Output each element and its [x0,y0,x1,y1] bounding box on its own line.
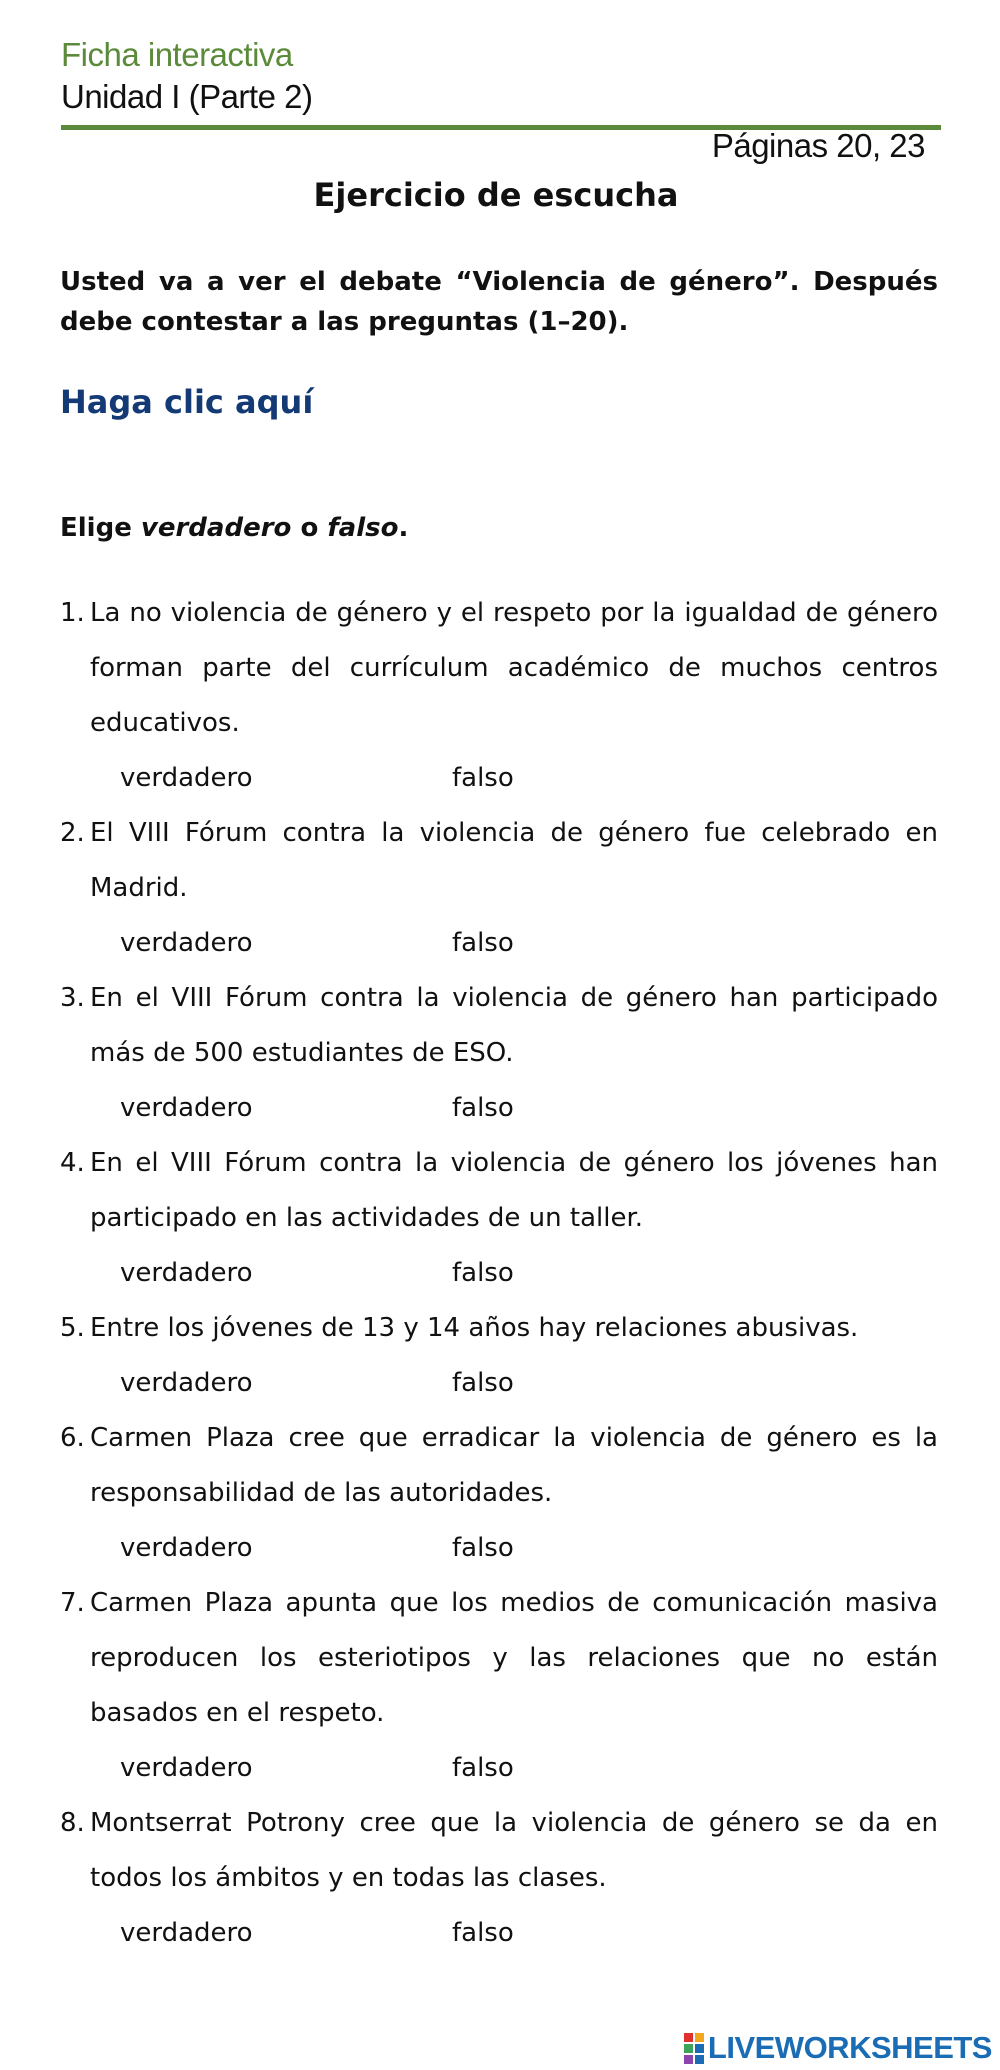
option-false[interactable]: falso [452,1918,514,1948]
option-true[interactable]: verdadero [120,1258,253,1288]
question-1 [60,586,938,751]
question-text: Montserrat Potrony cree que la violencia de género se da en todos los ámbitos y en todas las clases. [90,1808,938,1893]
option-false[interactable]: falso [452,928,514,958]
option-true[interactable]: verdadero [120,1918,253,1948]
choose-false: falso [327,513,399,543]
answer-options [60,916,938,971]
question-number: 2. [60,818,85,848]
question-number: 1. [60,598,85,628]
video-link[interactable]: Haga clic aquí [60,383,314,421]
answer-options [60,751,938,806]
option-false[interactable]: falso [452,1093,514,1123]
option-false[interactable]: falso [452,1368,514,1398]
option-false[interactable]: falso [452,1533,514,1563]
exercise-title [0,176,1000,214]
exercise-title-text: Ejercicio de escucha [313,176,679,214]
task-instruction [60,513,408,543]
question-7 [60,1576,938,1741]
question-number: 3. [60,983,85,1013]
question-4 [60,1136,938,1246]
question-text: En el VIII Fórum contra la violencia de género los jóvenes han participado en las actividades de un taller. [90,1148,938,1233]
question-number: 4. [60,1148,85,1178]
option-false[interactable]: falso [452,763,514,793]
logo-text: LIVEWORKSHEETS [707,2030,992,2065]
question-6 [60,1411,938,1521]
question-text: Carmen Plaza apunta que los medios de comunicación masiva reproducen los esteriotipos y las relaciones que no están basados en el respeto. [90,1588,938,1728]
question-text: La no violencia de género y el respeto por la igualdad de género forman parte del currículum académico de muchos centros educativos. [90,598,938,738]
option-true[interactable]: verdadero [120,1093,253,1123]
question-number: 6. [60,1423,85,1453]
instructions: Usted va a ver el debate “Violencia de género”. Después debe contestar a las preguntas (1–20). [60,267,938,337]
page-reference: Páginas 20, 23 [711,127,925,164]
question-text: Entre los jóvenes de 13 y 14 años hay relaciones abusivas. [90,1313,859,1343]
question-text: El VIII Fórum contra la violencia de género fue celebrado en Madrid. [90,818,938,903]
option-true[interactable]: verdadero [120,763,253,793]
worksheet-header [61,34,941,118]
unit-title: Unidad I (Parte 2) [61,78,313,115]
brand-title: Ficha interactiva [61,36,293,73]
answer-options [60,1356,938,1411]
choose-prefix: Elige [60,513,141,543]
question-number: 5. [60,1313,85,1343]
question-5 [60,1301,938,1356]
question-number: 7. [60,1588,85,1618]
question-text: En el VIII Fórum contra la violencia de género han participado más de 500 estudiantes de ESO. [90,983,938,1068]
choose-middle: o [291,513,328,543]
answer-options [60,1246,938,1301]
liveworksheets-logo [684,2030,992,2066]
option-true[interactable]: verdadero [120,1753,253,1783]
choose-true: verdadero [140,513,292,543]
question-2 [60,806,938,916]
question-number: 8. [60,1808,85,1838]
question-8 [60,1796,938,1906]
option-false[interactable]: falso [452,1753,514,1783]
option-true[interactable]: verdadero [120,1368,253,1398]
answer-options [60,1741,938,1796]
question-list [60,586,938,1961]
answer-options [60,1521,938,1576]
logo-mark-icon [684,2033,704,2064]
answer-options [60,1081,938,1136]
question-3 [60,971,938,1081]
option-true[interactable]: verdadero [120,1533,253,1563]
choose-suffix: . [398,513,409,543]
question-text: Carmen Plaza cree que erradicar la violencia de género es la responsabilidad de las autoridades. [90,1423,938,1508]
option-true[interactable]: verdadero [120,928,253,958]
answer-options [60,1906,938,1961]
option-false[interactable]: falso [452,1258,514,1288]
